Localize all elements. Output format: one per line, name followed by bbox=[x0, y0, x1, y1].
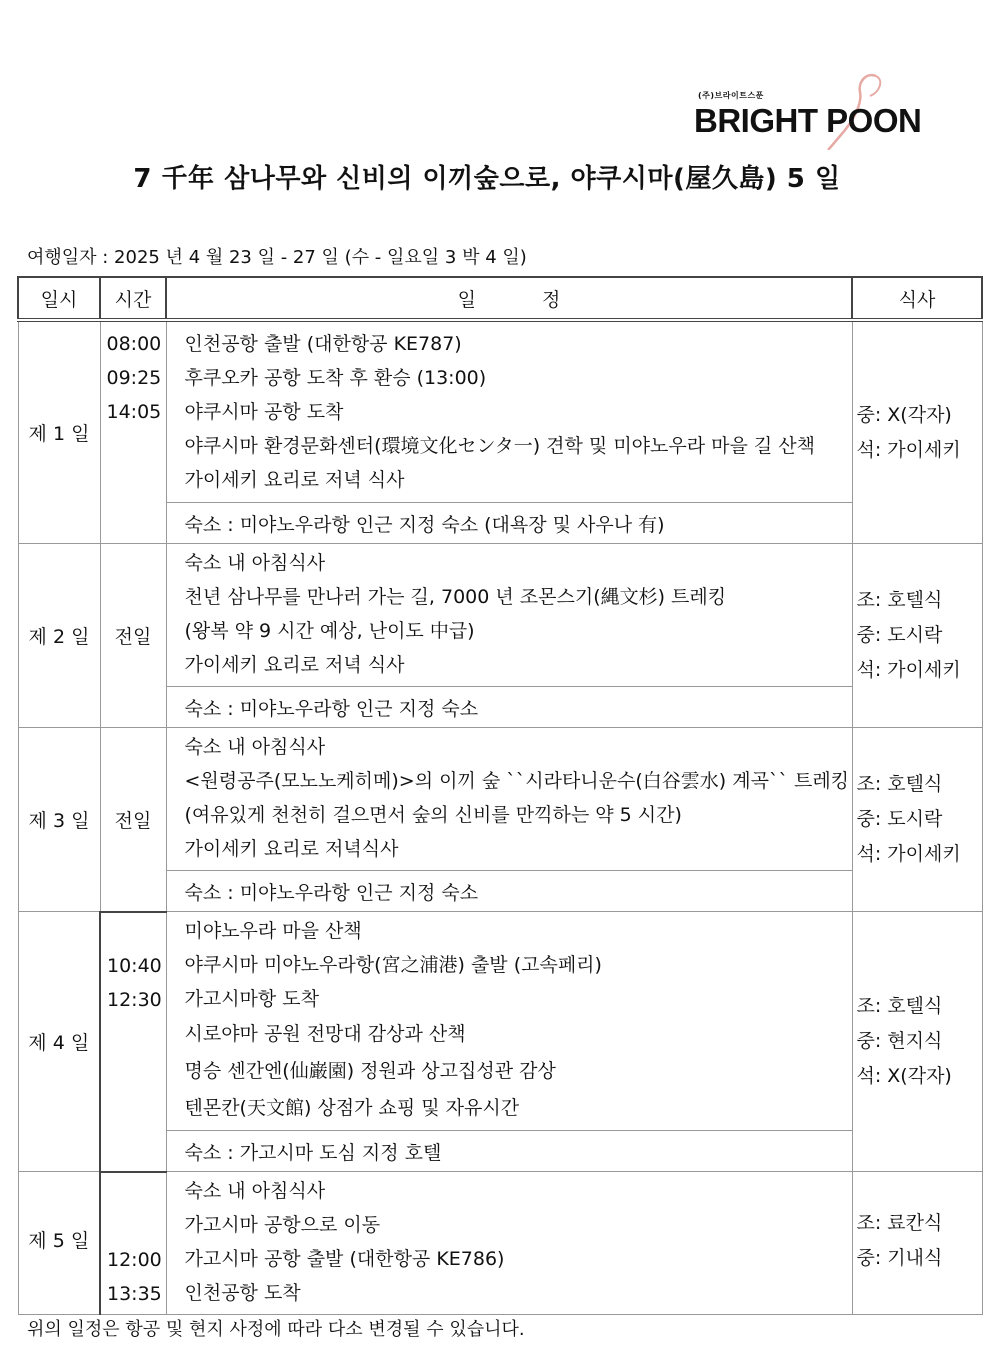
time-item: 08:00 bbox=[106, 333, 162, 355]
lodging: 숙소 : 미야노우라항 인근 지정 숙소 bbox=[166, 687, 852, 728]
schedule-item: 인천공항 도착 bbox=[184, 1282, 301, 1304]
schedule-item: 야쿠시마 공항 도착 bbox=[184, 401, 344, 423]
day-5-schedule bbox=[166, 1172, 852, 1315]
table-header-row bbox=[18, 277, 982, 320]
meal-item: 조: 호텔식 bbox=[856, 589, 943, 611]
schedule-item: 숙소 내 아침식사 bbox=[184, 736, 326, 758]
day-2-row bbox=[18, 544, 982, 687]
meal-item: 석: 가이세키 bbox=[856, 843, 961, 865]
header-schedule-label: 일 정 bbox=[457, 288, 561, 311]
footnote: 위의 일정은 항공 및 현지 사정에 따라 다소 변경될 수 있습니다. bbox=[27, 1319, 525, 1340]
lodging: 숙소 : 미야노우라항 인근 지정 숙소 bbox=[166, 871, 852, 912]
schedule-item: <원령공주(모노노케히메)>의 이끼 숲 ``시라타니운수(白谷雲水) 계곡`` 트레킹 bbox=[184, 770, 850, 792]
time-item: 12:00 bbox=[107, 1248, 162, 1271]
time-item: 10:40 bbox=[107, 954, 162, 977]
logo-brand-name: BRIGHT POON bbox=[694, 102, 922, 139]
header-schedule bbox=[166, 277, 852, 320]
day-4-times bbox=[100, 912, 166, 1172]
time-item: 14:05 bbox=[106, 401, 162, 423]
day-4-schedule bbox=[166, 912, 852, 1131]
day-2-meals bbox=[852, 544, 982, 728]
day-3-schedule bbox=[166, 728, 852, 871]
time-item: 12:30 bbox=[107, 988, 162, 1011]
time-item: 13:35 bbox=[107, 1282, 162, 1305]
day-1-times bbox=[100, 320, 166, 544]
meal-item: 석: 가이세키 bbox=[856, 659, 961, 681]
header-meal: 식사 bbox=[852, 277, 982, 320]
schedule-item: 후쿠오카 공항 도착 후 환승 (13:00) bbox=[184, 367, 487, 389]
day-label: 제 2 일 bbox=[18, 544, 100, 728]
schedule-item: 야쿠시마 환경문화센터(環境文化センタ一) 견학 및 미야노우라 마을 길 산책 bbox=[184, 435, 815, 457]
schedule-item: 천년 삼나무를 만나러 가는 길, 7000 년 조몬스기(縄文杉) 트레킹 bbox=[184, 586, 727, 608]
day-label: 제 5 일 bbox=[18, 1172, 100, 1315]
meal-item: 중: 현지식 bbox=[856, 1030, 943, 1052]
day-1-schedule bbox=[166, 320, 852, 503]
schedule-item: 가고시마항 도착 bbox=[184, 988, 320, 1010]
schedule-item: 야쿠시마 미야노우라항(宮之浦港) 출발 (고속페리) bbox=[184, 954, 602, 976]
schedule-item: 미야노우라 마을 산책 bbox=[184, 920, 362, 942]
meal-item: 조: 호텔식 bbox=[856, 773, 943, 795]
day-1-meals bbox=[852, 320, 982, 544]
day-3-row bbox=[18, 728, 982, 871]
day-time: 전일 bbox=[100, 544, 166, 728]
day-3-meals bbox=[852, 728, 982, 912]
day-5-times bbox=[100, 1172, 166, 1315]
schedule-item: 가고시마 공항 출발 (대한항공 KE786) bbox=[184, 1248, 505, 1270]
meal-item: 석: 가이세키 bbox=[856, 438, 961, 461]
logo-korean-name: (주)브라이트스푼 bbox=[698, 91, 764, 100]
time-item bbox=[107, 915, 166, 949]
schedule-item: 가이세키 요리로 저녁식사 bbox=[184, 838, 399, 860]
meal-item: 중: X(각자) bbox=[856, 403, 952, 426]
meal-item: 석: X(각자) bbox=[856, 1065, 952, 1087]
day-time: 전일 bbox=[100, 728, 166, 912]
meal-item: 중: 도시락 bbox=[856, 808, 943, 830]
schedule-item: 가이세키 요리로 저녁 식사 bbox=[184, 469, 405, 491]
brand-logo bbox=[690, 70, 970, 150]
lodging: 숙소 : 가고시마 도심 지정 호텔 bbox=[166, 1131, 852, 1172]
day-2-schedule bbox=[166, 544, 852, 687]
meal-item: 중: 도시락 bbox=[856, 624, 943, 646]
schedule-item: (여유있게 천천히 걸으면서 숲의 신비를 만끽하는 약 5 시간) bbox=[184, 804, 682, 826]
meal-item: 조: 료칸식 bbox=[856, 1212, 943, 1234]
lodging: 숙소 : 미야노우라항 인근 지정 숙소 (대욕장 및 사우나 有) bbox=[166, 503, 852, 544]
schedule-item: 숙소 내 아침식사 bbox=[184, 552, 326, 574]
day-4-row bbox=[18, 912, 982, 1131]
time-item bbox=[107, 1175, 166, 1209]
schedule-item: 가고시마 공항으로 이동 bbox=[184, 1214, 381, 1236]
schedule-item: 가이세키 요리로 저녁 식사 bbox=[184, 654, 405, 676]
page-title: 7 千年 삼나무와 신비의 이끼숲으로, 야쿠시마(屋久島) 5 일 bbox=[133, 164, 841, 194]
meal-item: 중: 기내식 bbox=[856, 1247, 943, 1269]
header-time: 시간 bbox=[100, 277, 166, 320]
schedule-item: 숙소 내 아침식사 bbox=[184, 1180, 326, 1202]
schedule-item: 명승 센간엔(仙巌園) 정원과 상고집성관 감상 bbox=[184, 1060, 556, 1082]
day-label: 제 1 일 bbox=[18, 320, 100, 544]
time-item bbox=[107, 1209, 166, 1243]
travel-date: 여행일자 : 2025 년 4 월 23 일 - 27 일 (수 - 일요일 3 박 4 일) bbox=[27, 247, 527, 268]
day-1-row bbox=[18, 320, 982, 503]
meal-item: 조: 호텔식 bbox=[856, 995, 943, 1017]
schedule-item: 시로야마 공원 전망대 감상과 산책 bbox=[184, 1023, 466, 1045]
time-item: 09:25 bbox=[106, 367, 162, 389]
schedule-item: 인천공항 출발 (대한항공 KE787) bbox=[184, 333, 462, 355]
day-label: 제 3 일 bbox=[18, 728, 100, 912]
day-5-row bbox=[18, 1172, 982, 1315]
itinerary-table bbox=[17, 276, 983, 1315]
schedule-item: (왕복 약 9 시간 예상, 난이도 中급) bbox=[184, 620, 475, 642]
day-5-meals bbox=[852, 1172, 982, 1315]
header-day: 일시 bbox=[18, 277, 100, 320]
day-label: 제 4 일 bbox=[18, 912, 100, 1172]
day-4-meals bbox=[852, 912, 982, 1172]
schedule-item: 텐몬칸(天文館) 상점가 쇼핑 및 자유시간 bbox=[184, 1097, 520, 1119]
